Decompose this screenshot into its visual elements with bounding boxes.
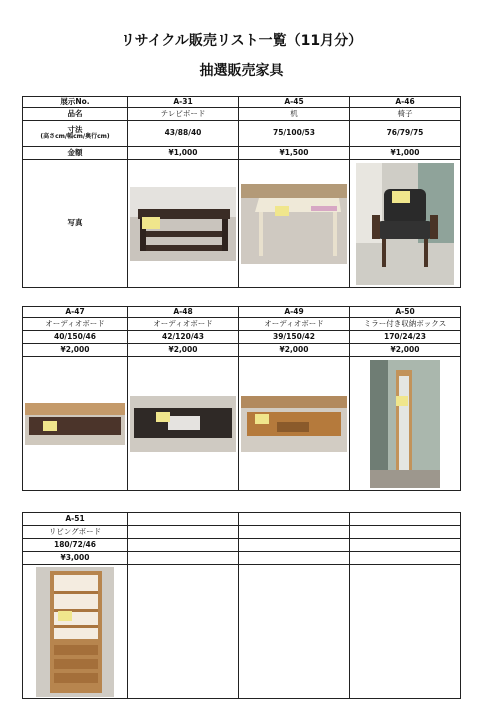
photo-cell (239, 160, 350, 288)
empty-cell (239, 552, 350, 565)
item-name: オーディオボード (239, 318, 350, 331)
listing-table-3 (22, 512, 461, 699)
item-size: 180/72/46 (23, 539, 128, 552)
empty-cell (128, 513, 239, 526)
audio-board-photo (25, 403, 125, 445)
listing-table-1 (22, 96, 461, 288)
photo-cell (23, 565, 128, 699)
photo-cell (350, 160, 461, 288)
empty-cell (128, 552, 239, 565)
display-no: A-49 (239, 307, 350, 318)
item-name: 机 (239, 108, 350, 121)
empty-cell (128, 539, 239, 552)
empty-cell (239, 513, 350, 526)
item-price: ¥2,000 (23, 344, 128, 357)
item-size: 170/24/23 (350, 331, 461, 344)
empty-cell (239, 565, 350, 699)
empty-cell (350, 526, 461, 539)
item-name: オーディオボード (23, 318, 128, 331)
label-size-text: 寸法 (67, 124, 83, 134)
item-size: 39/150/42 (239, 331, 350, 344)
item-size: 43/88/40 (128, 121, 239, 147)
item-name: テレビボード (128, 108, 239, 121)
display-no: A-46 (350, 97, 461, 108)
audio-board-photo (241, 396, 347, 452)
item-price: ¥2,000 (350, 344, 461, 357)
empty-cell (239, 539, 350, 552)
empty-cell (128, 565, 239, 699)
mirror-box-photo (370, 360, 440, 488)
tv-board-photo (130, 187, 236, 261)
photo-cell (23, 357, 128, 491)
page-subtitle: 抽選販売家具 (199, 63, 284, 79)
item-price: ¥1,000 (350, 147, 461, 160)
empty-cell (350, 552, 461, 565)
label-price: 金額 (23, 147, 128, 160)
label-display-no: 展示No. (23, 97, 128, 108)
item-name: リビングボード (23, 526, 128, 539)
display-no: A-45 (239, 97, 350, 108)
label-size (23, 121, 128, 147)
empty-cell (239, 526, 350, 539)
audio-board-photo (130, 396, 236, 452)
page-title: リサイクル販売リスト一覧（11月分） (120, 33, 363, 49)
display-no: A-50 (350, 307, 461, 318)
display-no: A-31 (128, 97, 239, 108)
item-price: ¥2,000 (128, 344, 239, 357)
photo-cell (128, 357, 239, 491)
living-board-photo (36, 567, 114, 697)
display-no: A-48 (128, 307, 239, 318)
item-size: 40/150/46 (23, 331, 128, 344)
empty-cell (350, 565, 461, 699)
empty-cell (128, 526, 239, 539)
photo-cell (350, 357, 461, 491)
label-photo: 写真 (23, 160, 128, 288)
display-no: A-51 (23, 513, 128, 526)
chair-photo (356, 163, 454, 285)
item-price: ¥2,000 (239, 344, 350, 357)
photo-cell (128, 160, 239, 288)
listing-table-2 (22, 306, 461, 491)
item-price: ¥3,000 (23, 552, 128, 565)
item-size: 75/100/53 (239, 121, 350, 147)
label-name: 品名 (23, 108, 128, 121)
item-name: オーディオボード (128, 318, 239, 331)
item-size: 42/120/43 (128, 331, 239, 344)
item-price: ¥1,500 (239, 147, 350, 160)
display-no: A-47 (23, 307, 128, 318)
photo-cell (239, 357, 350, 491)
desk-photo (241, 184, 347, 264)
item-name: ミラー付き収納ボックス (350, 318, 461, 331)
item-size: 76/79/75 (350, 121, 461, 147)
label-size-unit: (高さcm/幅cm/奥行cm) (40, 133, 110, 141)
empty-cell (350, 513, 461, 526)
empty-cell (350, 539, 461, 552)
item-name: 椅子 (350, 108, 461, 121)
item-price: ¥1,000 (128, 147, 239, 160)
